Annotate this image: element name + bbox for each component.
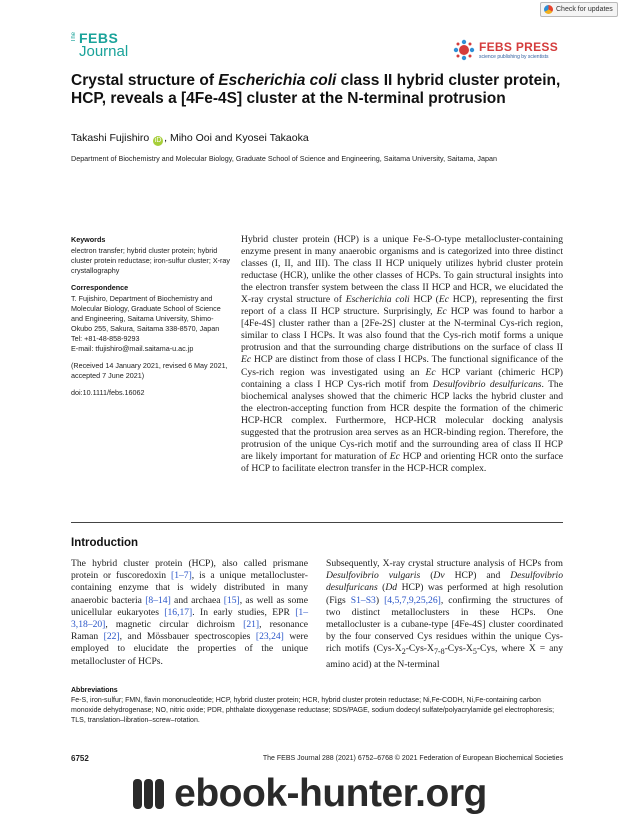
febs-journal-logo [71, 30, 141, 62]
logo-line1: FEBS [79, 30, 119, 46]
citation-link[interactable]: [1–7] [171, 570, 192, 582]
citation-link[interactable]: [22] [103, 631, 120, 643]
correspondence-email[interactable]: E-mail: tfujishiro@mail.saitama-u.ac.jp [71, 344, 194, 353]
abbreviations-box [71, 686, 563, 726]
abstract: Hybrid cluster protein (HCP) is a unique Fe-S-O-type metallocluster-containing enzyme present in many anaerobic organisms and is categorized into three distinct classes (I, II, and III). The class II HCP uniquely utilizes hybrid cluster protein reductase (HCR), unlike the other classes of HCPs. To gain structural insights into the electron transfer system between the class II HCP and HCR, we elucidated the X-ray crystal structure of Escherichia coli HCP (Ec HCP), representing the first report of a class II HCP structure. Surprisingly, Ec HCP was found to harbor a [4Fe-4S] cluster rather than a [2Fe-2S] cluster at the N-terminal Cys-rich region, similar to class I HCPs. It was also found that the Cys-rich motif forms a unique protrusion and that the surrounding charge distributions on the surface of class II Ec HCP are distinct from those of class I HCPs. The functional significance of the Cys-rich region was investigated using an Ec HCP variant (chimeric HCP) containing a class I HCP Cys-rich motif from Desulfovibrio desulfuricans. The biochemical analyses showed that the chimeric HCP lacks the hybrid cluster and the electron-accepting function from HCR despite the formation of the chimeric HCP-HCR complex. Furthermore, HCP-HCR molecular docking analysis suggested that the protrusion area serves as an HCR-binding region. Therefore, the protrusion of the unique Cys-rich motif and the surrounding area of class II HCP are likely important for maturation of Ec HCP and orienting HCR onto the surface of HCP to facilitate electron transfer in the HCP-HCR complex. [241, 234, 564, 474]
article-title: Crystal structure of Escherichia coli class II hybrid cluster protein, HCP, reveals a [4Fe-4S] cluster at the N-terminal protrusion [71, 72, 561, 107]
citation-link[interactable]: [23,24] [255, 631, 284, 643]
febs-press-dots-icon [452, 38, 476, 62]
doi-link[interactable]: doi:10.1111/febs.16062 [71, 388, 145, 397]
logo-line2: Journal [79, 43, 129, 60]
journal-citation: The FEBS Journal 288 (2021) 6752–6768 © 2021 Federation of European Biochemical Societies [262, 755, 563, 762]
press-name: FEBS PRESS [479, 40, 559, 54]
intro-column-left: The hybrid cluster protein (HCP), also called prismane protein or fuscoredoxin [1–7], is a unique metallocluster-containing enzyme that is widely distributed in many anaerobic bacteria [8–14] and archaea [15], as well as some unicellular eukaryotes [16,17]. In early studies, EPR [1–3,18–20], magnetic circular dichroism [21], resonance Raman [22], and Mössbauer spectroscopies [23,24] were employed to elucidate the properties of the unique metallocluster of HCPs. [71, 558, 309, 667]
abbreviations-text: Fe-S, iron-sulfur; FMN, flavin mononucleotide; HCP, hybrid cluster protein; HCR, hybrid cluster protein reductase; Ni,Fe-CODH, Ni,Fe-containing carbon monoxide dehydrogenase; NO, nitric oxide; PDR, phthalate dioxygenase reductase; SDS/PAGE, sodium dodecyl sulfate/polyacrylamide gel electrophoresis; TLS, translation–libration–screw–rotation. [71, 697, 555, 724]
author-name: Takashi Fujishiro [71, 132, 150, 144]
section-divider [71, 522, 563, 523]
article-sidebar [71, 235, 231, 405]
citation-link[interactable]: [4,5,7,9,25,26] [384, 594, 441, 606]
introduction-heading: Introduction [71, 537, 139, 549]
citation-link[interactable]: [1–3,18–20] [71, 606, 309, 631]
logo-prefix: The [71, 32, 77, 43]
febs-press-logo [452, 38, 562, 64]
citation-link[interactable]: [21] [243, 619, 260, 631]
correspondence-tel: Tel: +81-48-858-9293 [71, 334, 140, 343]
crossmark-icon [544, 5, 553, 14]
affiliation: Department of Biochemistry and Molecular Biology, Graduate School of Science and Engineering, Saitama University, Saitama, Japan [71, 154, 498, 163]
citation-link[interactable]: [15] [223, 594, 240, 606]
page-number: 6752 [71, 754, 89, 763]
citation-link[interactable]: [8–14] [145, 594, 171, 606]
abbreviations-heading: Abbreviations [71, 687, 118, 694]
coauthors: , Miho Ooi and Kyosei Takaoka [164, 132, 309, 144]
received-dates: (Received 14 January 2021, revised 6 May 2021, accepted 7 June 2021) [71, 361, 228, 380]
watermark [0, 772, 620, 815]
watermark-logo-icon [133, 779, 164, 809]
citation-link[interactable]: [16,17] [164, 606, 193, 618]
orcid-icon[interactable]: iD [154, 137, 162, 144]
intro-column-right: Subsequently, X-ray crystal structure analysis of HCPs from Desulfovibrio vulgaris (Dv HCP) and Desulfovibrio desulfuricans (Dd HCP) was performed at high resolution (Figs S1–S3) [4,5,7,9,25,26], confirming the structures of two distinct metalloclusters in these HCPs. One metallocluster is a cubane-type [4Fe-4S] cluster coordinated by the four conserved Cys residues within the unique Cys-rich motifs ($Cys-X_2-Cys-X_{7-8}-Cys-X_5$-Cys, where X = any amino acid) at the N-terminal [326, 558, 564, 670]
keywords-list: electron transfer; hybrid cluster protein; hybrid cluster protein reductase; iron-sulfur cluster; X-ray crystallography [71, 246, 230, 275]
check-for-updates-button[interactable] [540, 2, 618, 17]
correspondence-address: T. Fujishiro, Department of Biochemistry and Molecular Biology, Graduate School of Science and Engineering, Saitama University, Shimo-Okubo 255, Sakura, Saitama 338-8570, Japan [71, 294, 221, 333]
supplementary-link[interactable]: S1–S3 [350, 594, 376, 606]
author-list [71, 132, 309, 146]
correspondence-heading: Correspondence [71, 283, 129, 292]
keywords-heading: Keywords [71, 235, 106, 244]
press-tagline: science publishing by scientists [479, 54, 549, 60]
watermark-text: ebook-hunter.org [174, 771, 487, 815]
check-updates-label: Check for updates [556, 6, 613, 13]
